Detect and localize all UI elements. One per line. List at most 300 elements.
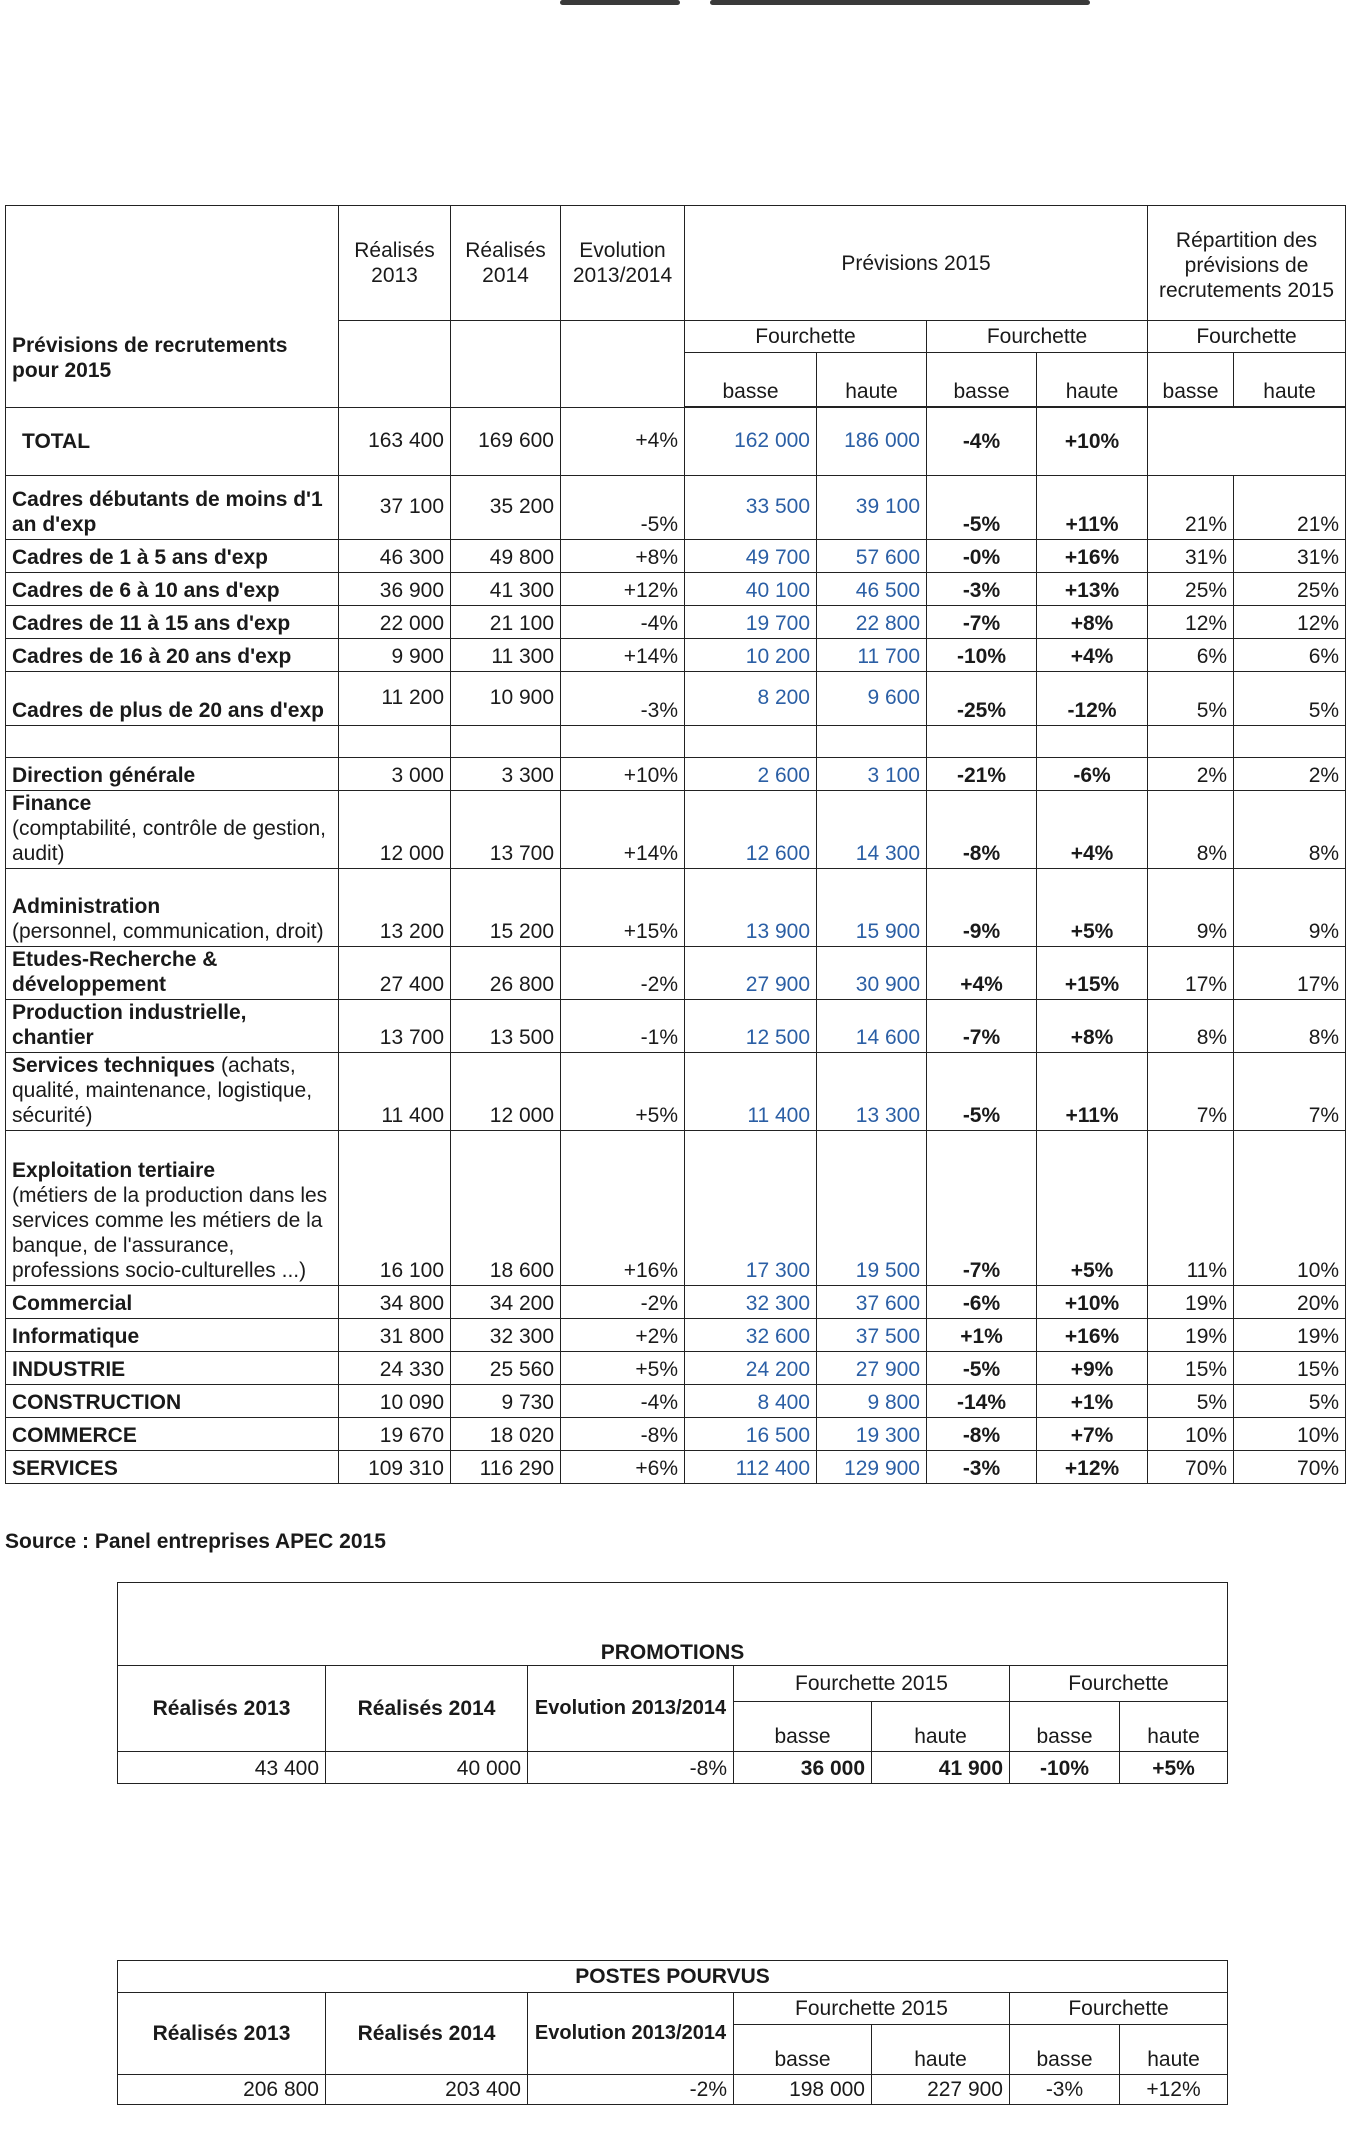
corner-label: Prévisions de recrutements pour 2015	[6, 206, 339, 408]
postes-title: POSTES POURVUS	[118, 1961, 1228, 1993]
function-evolution: +5%	[561, 1053, 685, 1131]
experience-label-text: Cadres de 11 à 15 ans d'exp	[12, 612, 291, 635]
function-label-text: Informatique	[12, 1325, 140, 1348]
experience-repartition-basse: 21%	[1148, 476, 1234, 540]
function-label-text: Direction générale	[12, 764, 196, 787]
fourchette-label: Fourchette	[927, 321, 1148, 353]
function-fourchette-basse: -7%	[927, 1000, 1037, 1053]
function-row	[6, 869, 1346, 947]
experience-prevision-basse: 49 700	[685, 540, 817, 573]
function-detail: (achats, qualité, maintenance, logistique, sécurité)	[12, 1054, 313, 1127]
experience-label	[6, 540, 339, 573]
experience-evolution: +8%	[561, 540, 685, 573]
experience-fourchette-haute: +4%	[1037, 639, 1148, 672]
function-label	[6, 1000, 339, 1053]
experience-2013: 46 300	[339, 540, 451, 573]
col-realises-2013: Réalisés 2013	[118, 1666, 326, 1752]
col-realises-2014: Réalisés 2014	[326, 1993, 528, 2075]
function-fourchette-basse: -5%	[927, 1053, 1037, 1131]
value-fourchette-basse: 198 000	[734, 2075, 872, 2105]
col-realises-2014: Réalisés 2014	[451, 206, 561, 321]
function-row	[6, 1319, 1346, 1352]
function-fourchette-haute: +9%	[1037, 1352, 1148, 1385]
experience-prevision-haute: 11 700	[817, 639, 927, 672]
function-evolution: +6%	[561, 1451, 685, 1484]
experience-2014: 21 100	[451, 606, 561, 639]
total-2013: 163 400	[339, 408, 451, 476]
function-prevision-haute: 27 900	[817, 1352, 927, 1385]
function-label	[6, 947, 339, 1000]
total-evolution: +4%	[561, 408, 685, 476]
function-label-text: Commercial	[12, 1292, 133, 1315]
function-repartition-haute: 15%	[1234, 1352, 1346, 1385]
function-evolution: -2%	[561, 1286, 685, 1319]
experience-2013: 36 900	[339, 573, 451, 606]
col-fourchette: Fourchette	[1010, 1666, 1228, 1702]
function-fourchette-basse: -8%	[927, 791, 1037, 869]
haute-label: haute	[817, 353, 927, 407]
experience-prevision-basse: 8 200	[685, 672, 817, 726]
col-repartition: Répartition des prévisions de recrutements 2015	[1148, 206, 1346, 321]
experience-row	[6, 540, 1346, 573]
experience-fourchette-haute: +16%	[1037, 540, 1148, 573]
function-label	[6, 1352, 339, 1385]
function-prevision-haute: 37 600	[817, 1286, 927, 1319]
blank-cell	[685, 726, 817, 758]
function-repartition-basse: 8%	[1148, 791, 1234, 869]
function-fourchette-basse: -14%	[927, 1385, 1037, 1418]
experience-row	[6, 639, 1346, 672]
function-prevision-basse: 13 900	[685, 869, 817, 947]
function-2013: 31 800	[339, 1319, 451, 1352]
experience-prevision-basse: 19 700	[685, 606, 817, 639]
function-prevision-haute: 15 900	[817, 869, 927, 947]
blank-cell	[451, 726, 561, 758]
function-label-text: SERVICES	[12, 1457, 118, 1480]
total-prevision-haute: 186 000	[817, 408, 927, 476]
value-evolution: -2%	[528, 2075, 734, 2105]
function-repartition-basse: 7%	[1148, 1053, 1234, 1131]
blank-cell	[817, 726, 927, 758]
total-fourchette-haute: +10%	[1037, 408, 1148, 476]
experience-prevision-haute: 9 600	[817, 672, 927, 726]
function-evolution: -8%	[561, 1418, 685, 1451]
function-repartition-basse: 11%	[1148, 1131, 1234, 1286]
function-prevision-basse: 112 400	[685, 1451, 817, 1484]
value-2013: 206 800	[118, 2075, 326, 2105]
separator-row	[6, 726, 1346, 758]
experience-repartition-haute: 6%	[1234, 639, 1346, 672]
experience-evolution: +12%	[561, 573, 685, 606]
function-label	[6, 791, 339, 869]
function-repartition-haute: 10%	[1234, 1131, 1346, 1286]
function-row	[6, 1286, 1346, 1319]
function-2013: 24 330	[339, 1352, 451, 1385]
col-evolution: Evolution 2013/2014	[528, 1993, 734, 2075]
function-fourchette-basse: +4%	[927, 947, 1037, 1000]
value-pct-haute: +5%	[1120, 1752, 1228, 1784]
function-prevision-basse: 16 500	[685, 1418, 817, 1451]
function-row	[6, 758, 1346, 791]
function-repartition-basse: 19%	[1148, 1319, 1234, 1352]
recruitment-table	[5, 205, 1346, 1484]
function-fourchette-haute: +7%	[1037, 1418, 1148, 1451]
function-prevision-haute: 19 500	[817, 1131, 927, 1286]
scan-mark-right	[710, 0, 1090, 5]
function-2014: 9 730	[451, 1385, 561, 1418]
col-fourchette-2015: Fourchette 2015	[734, 1666, 1010, 1702]
experience-fourchette-haute: +8%	[1037, 606, 1148, 639]
promotions-title: PROMOTIONS	[118, 1583, 1228, 1666]
function-prevision-basse: 24 200	[685, 1352, 817, 1385]
function-label	[6, 1286, 339, 1319]
function-2013: 3 000	[339, 758, 451, 791]
function-prevision-haute: 30 900	[817, 947, 927, 1000]
function-2013: 109 310	[339, 1451, 451, 1484]
experience-label	[6, 606, 339, 639]
function-detail: (personnel, communication, droit)	[12, 920, 324, 943]
function-2014: 25 560	[451, 1352, 561, 1385]
function-row	[6, 791, 1346, 869]
blank-cell	[339, 321, 451, 408]
fourchette-label: Fourchette	[1148, 321, 1346, 353]
function-label	[6, 1451, 339, 1484]
experience-fourchette-basse: -7%	[927, 606, 1037, 639]
value-pct-haute: +12%	[1120, 2075, 1228, 2105]
function-fourchette-basse: -6%	[927, 1286, 1037, 1319]
function-row	[6, 1053, 1346, 1131]
experience-2014: 41 300	[451, 573, 561, 606]
function-prevision-haute: 3 100	[817, 758, 927, 791]
experience-row	[6, 573, 1346, 606]
function-fourchette-haute: +1%	[1037, 1385, 1148, 1418]
value-2014: 203 400	[326, 2075, 528, 2105]
function-fourchette-basse: -9%	[927, 869, 1037, 947]
experience-fourchette-basse: -25%	[927, 672, 1037, 726]
total-2014: 169 600	[451, 408, 561, 476]
function-repartition-haute: 5%	[1234, 1385, 1346, 1418]
experience-row	[6, 672, 1346, 726]
blank-cell	[927, 726, 1037, 758]
experience-evolution: -5%	[561, 476, 685, 540]
function-2014: 15 200	[451, 869, 561, 947]
experience-repartition-basse: 6%	[1148, 639, 1234, 672]
col-previsions: Prévisions 2015	[685, 206, 1148, 321]
function-prevision-haute: 14 600	[817, 1000, 927, 1053]
function-fourchette-haute: +5%	[1037, 1131, 1148, 1286]
function-prevision-basse: 11 400	[685, 1053, 817, 1131]
function-fourchette-basse: -21%	[927, 758, 1037, 791]
haute-label: haute	[1120, 2025, 1228, 2075]
function-label	[6, 1053, 339, 1131]
basse-label: basse	[927, 353, 1037, 407]
experience-2013: 22 000	[339, 606, 451, 639]
basse-label: basse	[1010, 1702, 1120, 1752]
blank-cell	[1037, 726, 1148, 758]
function-row	[6, 1451, 1346, 1484]
function-evolution: +5%	[561, 1352, 685, 1385]
function-fourchette-basse: -8%	[927, 1418, 1037, 1451]
experience-fourchette-basse: -5%	[927, 476, 1037, 540]
experience-fourchette-haute: +13%	[1037, 573, 1148, 606]
experience-row	[6, 606, 1346, 639]
function-label-text: CONSTRUCTION	[12, 1391, 182, 1414]
blank-cell	[1234, 726, 1346, 758]
function-row	[6, 1131, 1346, 1286]
total-fourchette-basse: -4%	[927, 408, 1037, 476]
function-fourchette-haute: +5%	[1037, 869, 1148, 947]
col-evolution: Evolution 2013/2014	[528, 1666, 734, 1752]
experience-fourchette-haute: +11%	[1037, 476, 1148, 540]
function-repartition-haute: 70%	[1234, 1451, 1346, 1484]
function-label-text: COMMERCE	[12, 1424, 137, 1447]
function-2014: 116 290	[451, 1451, 561, 1484]
experience-fourchette-basse: -10%	[927, 639, 1037, 672]
function-row	[6, 1000, 1346, 1053]
function-row	[6, 1352, 1346, 1385]
function-label	[6, 1385, 339, 1418]
experience-2013: 9 900	[339, 639, 451, 672]
source-note: Source : Panel entreprises APEC 2015	[5, 1530, 386, 1553]
experience-label	[6, 639, 339, 672]
function-label	[6, 1418, 339, 1451]
experience-2013: 37 100	[339, 476, 451, 540]
function-evolution: -1%	[561, 1000, 685, 1053]
experience-repartition-haute: 21%	[1234, 476, 1346, 540]
function-repartition-haute: 20%	[1234, 1286, 1346, 1319]
value-fourchette-haute: 227 900	[872, 2075, 1010, 2105]
experience-prevision-basse: 10 200	[685, 639, 817, 672]
haute-label: haute	[1120, 1702, 1228, 1752]
function-repartition-haute: 2%	[1234, 758, 1346, 791]
value-2013: 43 400	[118, 1752, 326, 1784]
function-prevision-basse: 2 600	[685, 758, 817, 791]
function-prevision-basse: 8 400	[685, 1385, 817, 1418]
haute-label: haute	[1234, 353, 1346, 407]
blank-cell	[451, 321, 561, 408]
blank-cell	[561, 321, 685, 408]
function-2014: 18 020	[451, 1418, 561, 1451]
experience-repartition-haute: 5%	[1234, 672, 1346, 726]
function-label-text: INDUSTRIE	[12, 1358, 126, 1381]
scan-mark-left	[560, 0, 680, 5]
experience-2014: 11 300	[451, 639, 561, 672]
function-repartition-haute: 19%	[1234, 1319, 1346, 1352]
experience-evolution: -4%	[561, 606, 685, 639]
haute-label: haute	[872, 2025, 1010, 2075]
function-detail: (comptabilité, contrôle de gestion, audit)	[12, 817, 327, 865]
total-prevision-basse: 162 000	[685, 408, 817, 476]
function-evolution: +14%	[561, 791, 685, 869]
function-repartition-basse: 10%	[1148, 1418, 1234, 1451]
col-fourchette-2015: Fourchette 2015	[734, 1993, 1010, 2025]
experience-prevision-basse: 33 500	[685, 476, 817, 540]
function-evolution: +2%	[561, 1319, 685, 1352]
function-repartition-basse: 19%	[1148, 1286, 1234, 1319]
function-label-text: Administration	[12, 895, 161, 918]
blank-cell	[1234, 408, 1346, 476]
function-repartition-haute: 8%	[1234, 791, 1346, 869]
function-repartition-basse: 70%	[1148, 1451, 1234, 1484]
basse-label: basse	[734, 1702, 872, 1752]
basse-label: basse	[1010, 2025, 1120, 2075]
value-pct-basse: -3%	[1010, 2075, 1120, 2105]
experience-label-text: Cadres de 16 à 20 ans d'exp	[12, 645, 292, 668]
function-prevision-haute: 13 300	[817, 1053, 927, 1131]
function-fourchette-haute: +11%	[1037, 1053, 1148, 1131]
function-prevision-basse: 17 300	[685, 1131, 817, 1286]
function-prevision-haute: 9 800	[817, 1385, 927, 1418]
experience-repartition-basse: 31%	[1148, 540, 1234, 573]
function-repartition-haute: 10%	[1234, 1418, 1346, 1451]
function-prevision-basse: 32 300	[685, 1286, 817, 1319]
col-realises-2014: Réalisés 2014	[326, 1666, 528, 1752]
function-repartition-basse: 15%	[1148, 1352, 1234, 1385]
value-2014: 40 000	[326, 1752, 528, 1784]
function-fourchette-haute: -6%	[1037, 758, 1148, 791]
function-fourchette-haute: +15%	[1037, 947, 1148, 1000]
function-prevision-basse: 32 600	[685, 1319, 817, 1352]
experience-label-text: Cadres de plus de 20 ans d'exp	[12, 699, 324, 722]
total-label: TOTAL	[6, 408, 339, 476]
experience-2014: 10 900	[451, 672, 561, 726]
col-realises-2013: Réalisés 2013	[118, 1993, 326, 2075]
function-2014: 26 800	[451, 947, 561, 1000]
experience-2014: 49 800	[451, 540, 561, 573]
function-2014: 18 600	[451, 1131, 561, 1286]
experience-label-text: Cadres débutants de moins d'1 an d'exp	[12, 488, 323, 536]
experience-row	[6, 476, 1346, 540]
blank-cell	[1148, 726, 1234, 758]
function-fourchette-basse: -3%	[927, 1451, 1037, 1484]
function-repartition-basse: 2%	[1148, 758, 1234, 791]
function-2013: 19 670	[339, 1418, 451, 1451]
function-2013: 34 800	[339, 1286, 451, 1319]
function-label	[6, 1131, 339, 1286]
experience-prevision-haute: 39 100	[817, 476, 927, 540]
function-prevision-haute: 14 300	[817, 791, 927, 869]
function-row	[6, 947, 1346, 1000]
experience-repartition-basse: 12%	[1148, 606, 1234, 639]
experience-prevision-basse: 40 100	[685, 573, 817, 606]
experience-repartition-haute: 31%	[1234, 540, 1346, 573]
function-label	[6, 758, 339, 791]
function-evolution: +15%	[561, 869, 685, 947]
fourchette-label: Fourchette	[685, 321, 927, 353]
function-prevision-basse: 27 900	[685, 947, 817, 1000]
experience-prevision-haute: 22 800	[817, 606, 927, 639]
experience-evolution: -3%	[561, 672, 685, 726]
blank-cell	[339, 726, 451, 758]
experience-label	[6, 476, 339, 540]
function-2013: 13 200	[339, 869, 451, 947]
function-2013: 16 100	[339, 1131, 451, 1286]
experience-prevision-haute: 46 500	[817, 573, 927, 606]
haute-label: haute	[1037, 353, 1148, 407]
experience-repartition-haute: 25%	[1234, 573, 1346, 606]
function-2013: 11 400	[339, 1053, 451, 1131]
function-fourchette-haute: +12%	[1037, 1451, 1148, 1484]
function-label-text: Exploitation tertiaire	[12, 1159, 216, 1182]
function-evolution: +16%	[561, 1131, 685, 1286]
function-2014: 3 300	[451, 758, 561, 791]
function-row	[6, 1385, 1346, 1418]
function-row	[6, 1418, 1346, 1451]
function-detail: (métiers de la production dans les services comme les métiers de la banque, de l'assurance, professions socio-culturelles ...)	[12, 1184, 328, 1282]
basse-label: basse	[1148, 353, 1234, 407]
experience-repartition-haute: 12%	[1234, 606, 1346, 639]
experience-repartition-basse: 25%	[1148, 573, 1234, 606]
function-repartition-basse: 8%	[1148, 1000, 1234, 1053]
function-repartition-basse: 9%	[1148, 869, 1234, 947]
function-label-text: Etudes-Recherche & développement	[12, 948, 218, 996]
function-label-text: Services techniques	[12, 1054, 216, 1077]
col-evolution: Evolution 2013/2014	[561, 206, 685, 321]
function-2014: 12 000	[451, 1053, 561, 1131]
function-repartition-haute: 17%	[1234, 947, 1346, 1000]
function-2014: 34 200	[451, 1286, 561, 1319]
function-repartition-haute: 9%	[1234, 869, 1346, 947]
experience-label-text: Cadres de 1 à 5 ans d'exp	[12, 546, 268, 569]
haute-label: haute	[872, 1702, 1010, 1752]
experience-fourchette-basse: -0%	[927, 540, 1037, 573]
function-fourchette-basse: +1%	[927, 1319, 1037, 1352]
function-2014: 13 700	[451, 791, 561, 869]
function-label-text: Production industrielle, chantier	[12, 1001, 247, 1049]
function-fourchette-basse: -5%	[927, 1352, 1037, 1385]
function-fourchette-haute: +16%	[1037, 1319, 1148, 1352]
function-fourchette-haute: +4%	[1037, 791, 1148, 869]
function-label-text: Finance	[12, 792, 92, 815]
value-evolution: -8%	[528, 1752, 734, 1784]
experience-label-text: Cadres de 6 à 10 ans d'exp	[12, 579, 280, 602]
experience-2014: 35 200	[451, 476, 561, 540]
function-evolution: -4%	[561, 1385, 685, 1418]
basse-label: basse	[685, 353, 817, 407]
function-2014: 32 300	[451, 1319, 561, 1352]
basse-label: basse	[734, 2025, 872, 2075]
function-label	[6, 1319, 339, 1352]
function-prevision-haute: 129 900	[817, 1451, 927, 1484]
blank-cell	[561, 726, 685, 758]
experience-prevision-haute: 57 600	[817, 540, 927, 573]
function-prevision-basse: 12 500	[685, 1000, 817, 1053]
function-2013: 27 400	[339, 947, 451, 1000]
blank-cell	[6, 726, 339, 758]
experience-label	[6, 573, 339, 606]
experience-fourchette-basse: -3%	[927, 573, 1037, 606]
function-prevision-haute: 19 300	[817, 1418, 927, 1451]
function-prevision-basse: 12 600	[685, 791, 817, 869]
experience-label	[6, 672, 339, 726]
col-fourchette: Fourchette	[1010, 1993, 1228, 2025]
function-fourchette-haute: +8%	[1037, 1000, 1148, 1053]
function-repartition-haute: 7%	[1234, 1053, 1346, 1131]
total-row	[6, 408, 1346, 476]
function-fourchette-haute: +10%	[1037, 1286, 1148, 1319]
function-fourchette-basse: -7%	[927, 1131, 1037, 1286]
function-prevision-haute: 37 500	[817, 1319, 927, 1352]
function-evolution: -2%	[561, 947, 685, 1000]
function-2013: 13 700	[339, 1000, 451, 1053]
experience-evolution: +14%	[561, 639, 685, 672]
experience-fourchette-haute: -12%	[1037, 672, 1148, 726]
function-evolution: +10%	[561, 758, 685, 791]
blank-cell	[1148, 408, 1234, 476]
function-2013: 10 090	[339, 1385, 451, 1418]
postes-table	[117, 1960, 1228, 2105]
function-repartition-haute: 8%	[1234, 1000, 1346, 1053]
